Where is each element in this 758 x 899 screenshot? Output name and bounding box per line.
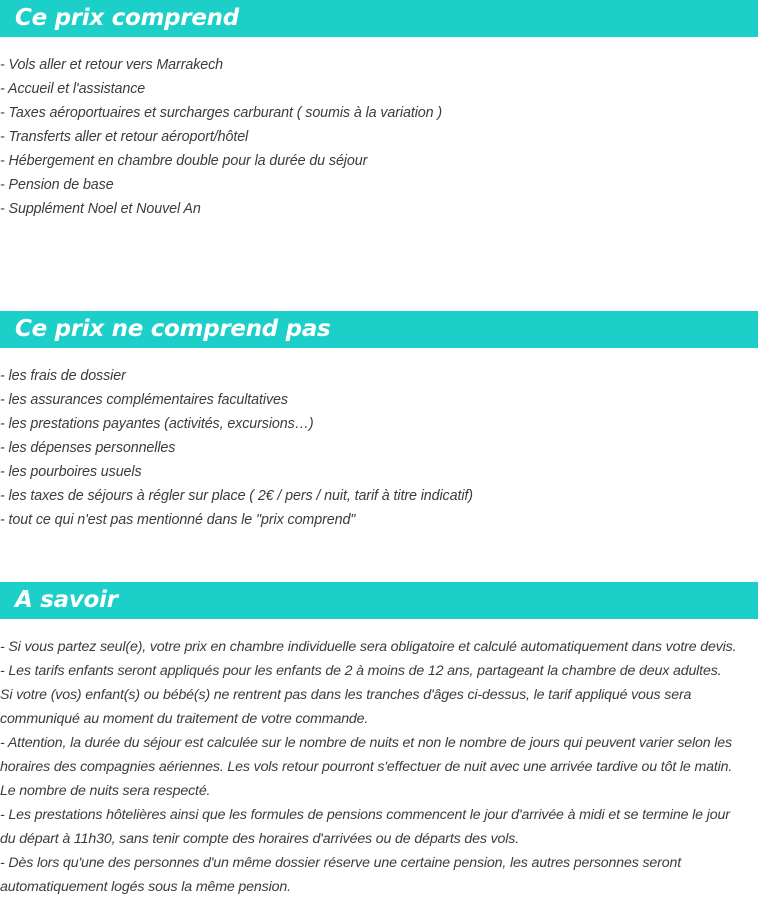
list-item: - les frais de dossier <box>0 368 126 384</box>
text-line: - Les tarifs enfants seront appliqués pour les enfants de 2 à moins de 12 ans, partageant la chambre de deux adultes. <box>0 663 722 679</box>
price-excludes-list <box>0 364 758 532</box>
text-line: - Attention, la durée du séjour est calculée sur le nombre de nuits et non le nombre de jours qui peuvent varier selon les <box>0 735 732 751</box>
list-item: - Vols aller et retour vers Marrakech <box>0 57 224 73</box>
text-line: automatiquement logés sous la même pension. <box>0 879 291 895</box>
text-line: horaires des compagnies aériennes. Les vols retour pourront s'effectuer de nuit avec une arrivée tardive ou tôt le matin. <box>0 759 733 775</box>
section-title-good-to-know: A savoir <box>15 587 118 613</box>
list-item: - les assurances complémentaires facultatives <box>0 392 288 408</box>
list-item: - tout ce qui n'est pas mentionné dans le "prix comprend" <box>0 512 356 528</box>
text-line: Le nombre de nuits sera respecté. <box>0 783 211 799</box>
section-header-price-includes <box>0 0 758 37</box>
list-item: - les prestations payantes (activités, excursions…) <box>0 416 314 432</box>
section-title-price-excludes: Ce prix ne comprend pas <box>15 316 331 342</box>
list-item: - les pourboires usuels <box>0 464 142 480</box>
list-item: - les dépenses personnelles <box>0 440 176 456</box>
list-item: - Pension de base <box>0 177 114 193</box>
text-line: - Si vous partez seul(e), votre prix en chambre individuelle sera obligatoire et calculé automatiquement dans votre devis. <box>0 639 737 655</box>
good-to-know-list <box>0 635 758 899</box>
list-item: - Transferts aller et retour aéroport/hôtel <box>0 129 249 145</box>
text-line: - Les prestations hôtelières ainsi que les formules de pensions commencent le jour d'arrivée à midi et se termine le jour <box>0 807 730 823</box>
list-item: - les taxes de séjours à régler sur place ( 2€ / pers / nuit, tarif à titre indicatif) <box>0 488 473 504</box>
section-title-price-includes: Ce prix comprend <box>15 5 239 31</box>
section-header-price-excludes <box>0 311 758 348</box>
text-line: Si votre (vos) enfant(s) ou bébé(s) ne rentrent pas dans les tranches d'âges ci-dessus, le tarif appliqué vous sera <box>0 687 692 703</box>
text-line: - Dès lors qu'une des personnes d'un même dossier réserve une certaine pension, les autres personnes seront <box>0 855 682 871</box>
list-item: - Taxes aéroportuaires et surcharges carburant ( soumis à la variation ) <box>0 105 443 121</box>
section-header-good-to-know <box>0 582 758 619</box>
price-includes-list <box>0 53 758 221</box>
list-item: - Hébergement en chambre double pour la durée du séjour <box>0 153 368 169</box>
text-line: du départ à 11h30, sans tenir compte des horaires d'arrivées ou de départs des vols. <box>0 831 520 847</box>
text-line: communiqué au moment du traitement de votre commande. <box>0 711 369 727</box>
list-item: - Accueil et l'assistance <box>0 81 146 97</box>
list-item: - Supplément Noel et Nouvel An <box>0 201 201 217</box>
